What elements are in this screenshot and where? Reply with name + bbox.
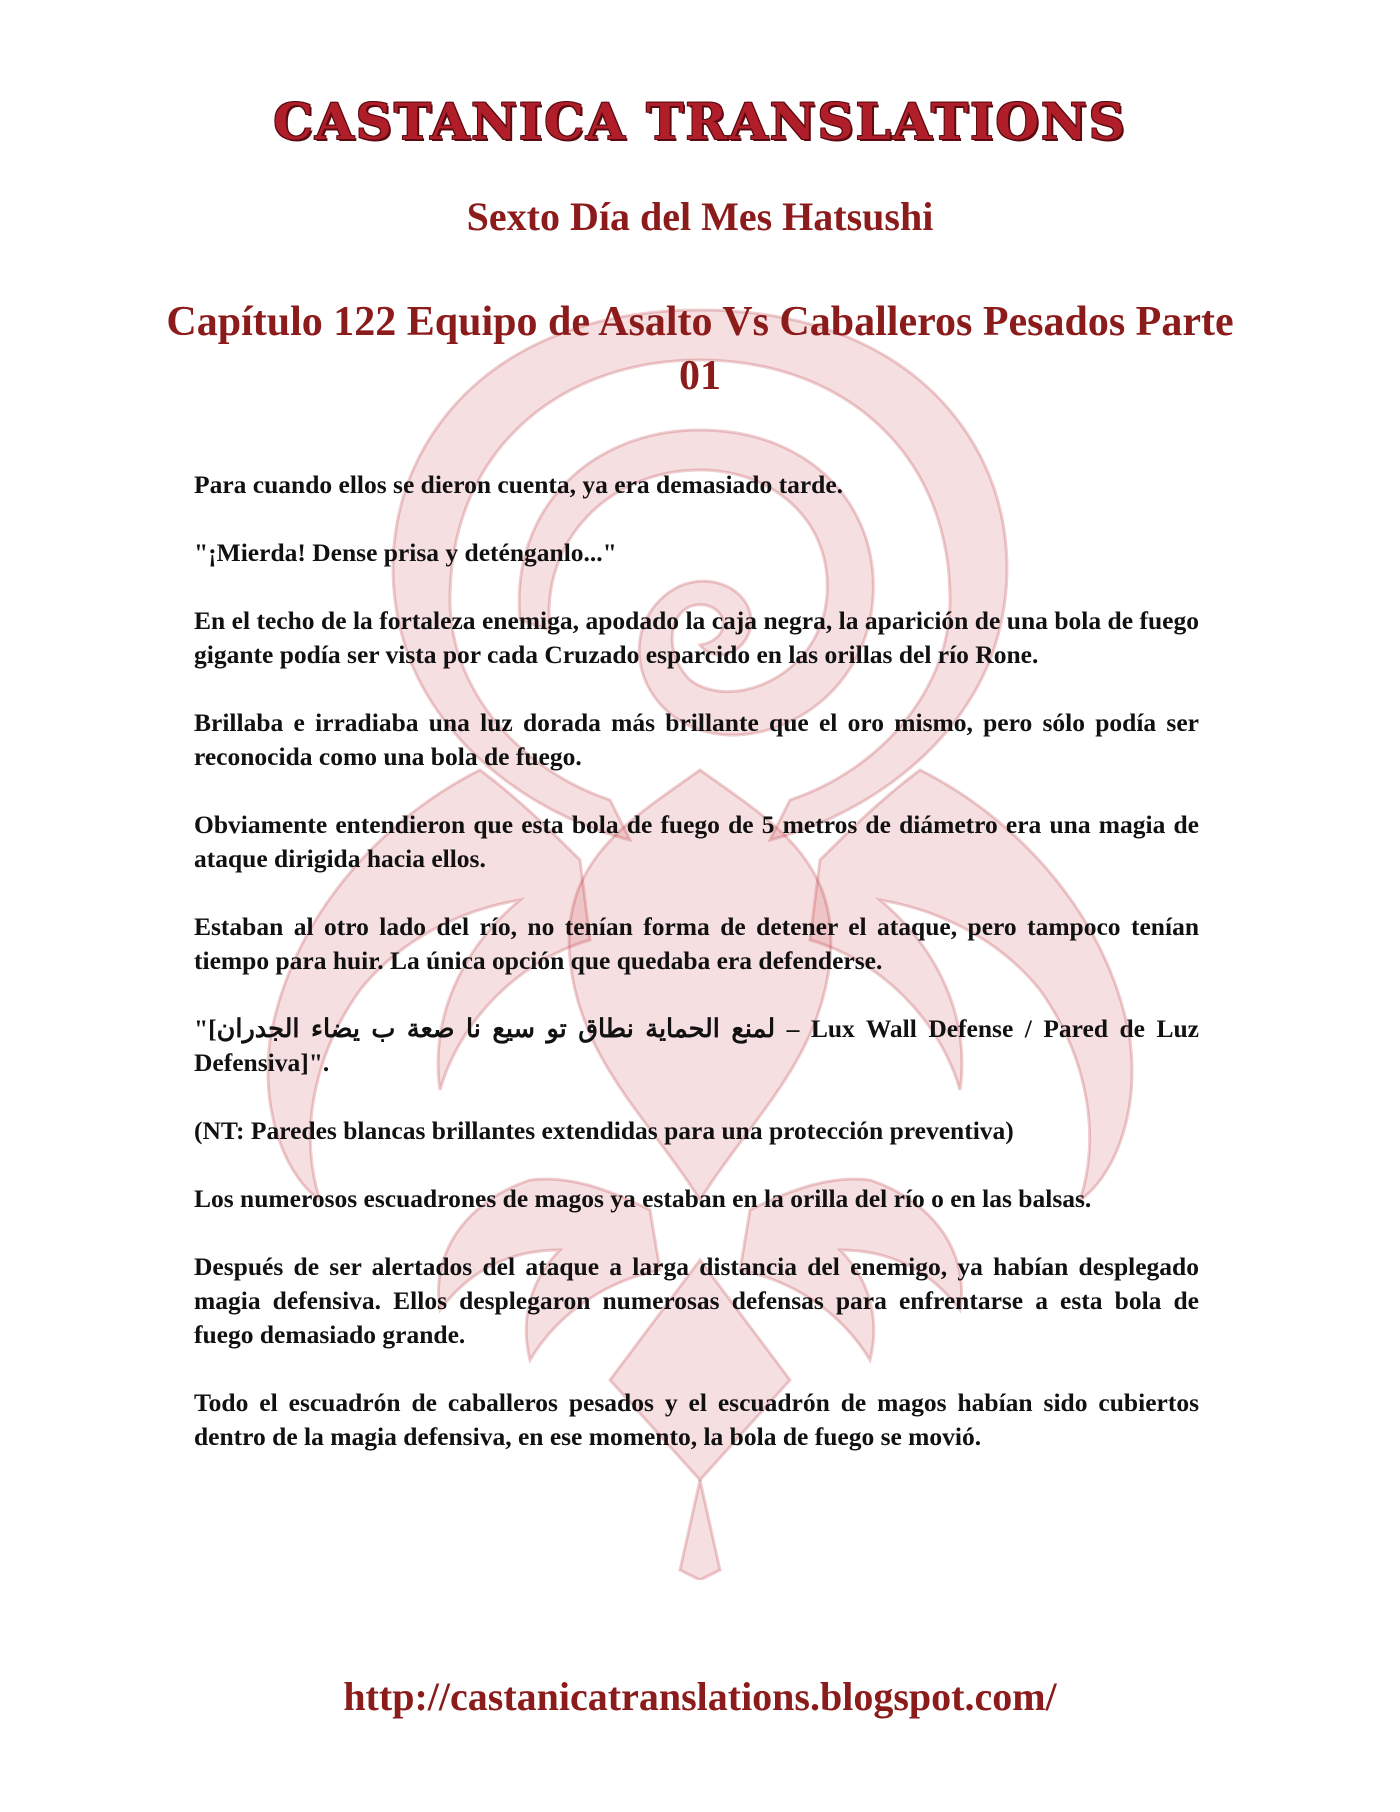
chapter-body bbox=[194, 468, 1199, 1488]
chapter-title: Capítulo 122 Equipo de Asalto Vs Caballeros Pesados Parte 01 bbox=[166, 299, 1234, 399]
paragraph: Después de ser alertados del ataque a larga distancia del enemigo, ya habían desplegado magia defensiva. Ellos desplegaron numerosas defensas para enfrentarse a esta bola de fuego demasiado grande. bbox=[194, 1252, 1199, 1349]
blog-url-link[interactable]: http://castanicatranslations.blogspot.com/ bbox=[343, 1674, 1057, 1719]
paragraph: Los numerosos escuadrones de magos ya estaban en la orilla del río o en las balsas. bbox=[194, 1184, 1092, 1213]
paragraph: "[لمنع الحماية نطاق تو سيع نا صعة ب يضاء الجدران – Lux Wall Defense / Pared de Luz Defensiva]". bbox=[194, 1014, 1199, 1077]
paragraph: "¡Mierda! Dense prisa y deténganlo..." bbox=[194, 538, 617, 567]
paragraph: Todo el escuadrón de caballeros pesados y el escuadrón de magos habían sido cubiertos dentro de la magia defensiva, en ese momento, la bola de fuego se movió. bbox=[194, 1388, 1199, 1451]
paragraph: Para cuando ellos se dieron cuenta, ya era demasiado tarde. bbox=[194, 470, 844, 499]
paragraph: Estaban al otro lado del río, no tenían forma de detener el ataque, pero tampoco tenían tiempo para huir. La única opción que quedaba era defenderse. bbox=[194, 912, 1199, 975]
paragraph: En el techo de la fortaleza enemiga, apodado la caja negra, la aparición de una bola de fuego gigante podía ser vista por cada Cruzado esparcido en las orillas del río Rone. bbox=[194, 606, 1199, 669]
brand-title: CASTANICA TRANSLATIONS bbox=[273, 92, 1127, 151]
paragraph: Brillaba e irradiaba una luz dorada más brillante que el oro mismo, pero sólo podía ser reconocida como una bola de fuego. bbox=[194, 708, 1199, 771]
paragraph: Obviamente entendieron que esta bola de fuego de 5 metros de diámetro era una magia de ataque dirigida hacia ellos. bbox=[194, 810, 1199, 873]
paragraph: (NT: Paredes blancas brillantes extendidas para una protección preventiva) bbox=[194, 1116, 1014, 1145]
chapter-date-subtitle: Sexto Día del Mes Hatsushi bbox=[466, 194, 934, 239]
